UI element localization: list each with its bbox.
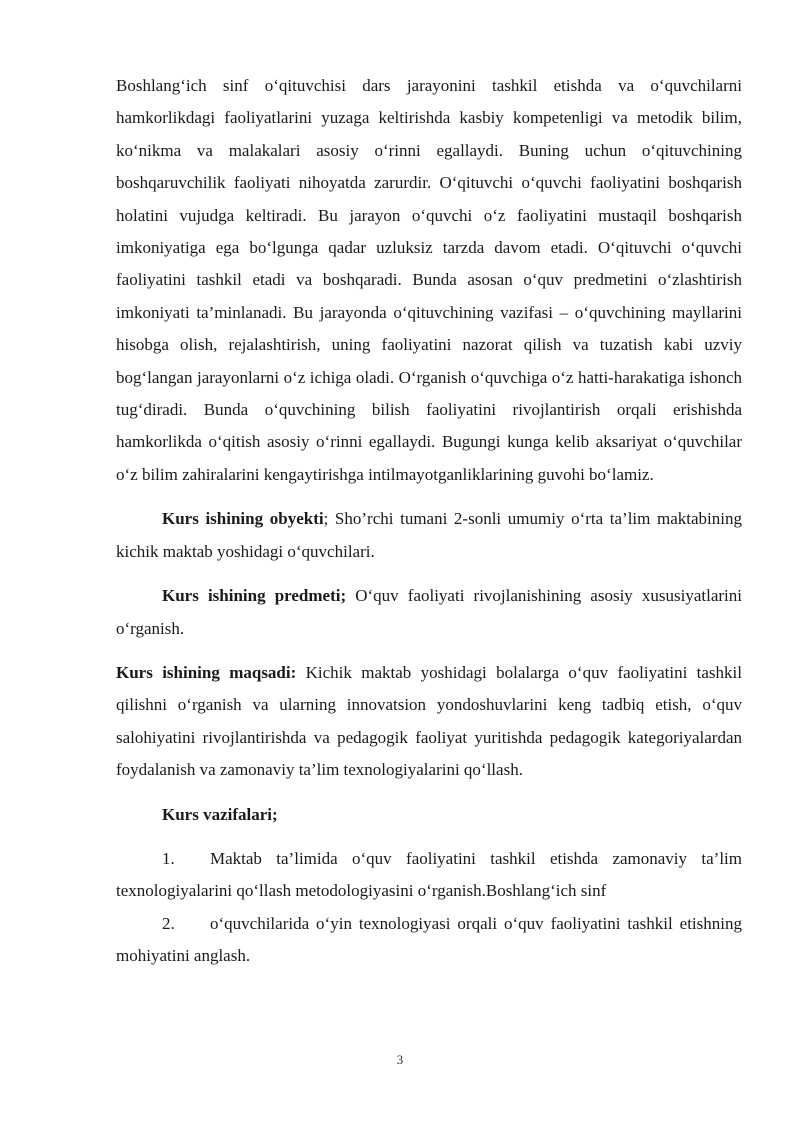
intro-paragraph: Boshlang‘ich sinf o‘qituvchisi dars jarayonini tashkil etishda va o‘quvchilarni hamkorlikdagi faoliyatlarini yuzaga keltirishda kasbiy kompetenligi va metodik bilim, ko‘nikma va malakalari asosiy o‘rinni egallaydi. Buning uchun o‘qituvchining boshqaruvchilik faoliyati nihoyatda zarurdir. O‘qituvchi o‘quvchi faoliyatini boshqarish holatini vujudga keltiradi. Bu jarayon o‘quvchi o‘z faoliyatini mustaqil boshqarish imkoniyatiga ega bo‘lgunga qadar uzluksiz tarzda davom etadi. O‘qituvchi o‘quvchi faoliyatini tashkil etadi va boshqaradi. Bunda asosan o‘quv predmetini o‘zlashtirish imkoniyati ta’minlanadi. Bu jarayonda o‘qituvchining vazifasi – o‘quvchining mayllarini hisobga olish, rejalashtirish, uning faoliyatini nazorat qilish va tuzatish kabi uzviy bog‘langan jarayonlarni o‘z ichiga oladi. O‘rganish o‘quvchiga o‘z hatti-harakatiga ishonch tug‘diradi. Bunda o‘quvchining bilish faoliyatini rivojlantirish orqali erishishda hamkorlikda o‘qitish asosiy o‘rinni egallaydi. Bugungi kunga kelib aksariyat o‘quvchilar o‘z bilim zahiralarini kengaytirishga intilmayotganliklarining guvohi bo‘lamiz. — [116, 76, 742, 484]
tasks-heading: Kurs vazifalari; — [162, 804, 278, 824]
goal-label: Kurs ishining maqsadi: — [116, 662, 297, 682]
page-number: 3 — [396, 1052, 404, 1067]
task-text: o‘quvchilarida o‘yin texnologiyasi orqali o‘quv faoliyatini tashkil etishning mohiyatini anglash. — [116, 913, 742, 966]
object-label: Kurs ishining obyekti — [162, 509, 324, 529]
object-paragraph — [116, 503, 742, 568]
subject-text: O‘quv faoliyati rivojlanishining asosiy xususiyatlarini o‘rganish. — [116, 586, 742, 638]
object-text: ; Sho’rchi tumani 2-sonli umumiy o‘rta ta’lim maktabining kichik maktab yoshidagi o‘quvchilari. — [116, 509, 742, 561]
goal-text: Kichik maktab yoshidagi bolalarga o‘quv faoliyatini tashkil qilishni o‘rganish va ularning innovatsion yondoshuvlarini keng tadbiq etish, o‘quv salohiyatini rivojlantirishda va pedagogik faoliyat yuritishda pedagogik kategoriyalardan foydalanish va zamonaviy ta’lim texnologiyalarini qo‘llash. — [116, 662, 742, 780]
subject-label: Kurs ishining predmeti; — [162, 586, 347, 606]
task-item-1 — [116, 843, 742, 908]
goal-paragraph — [116, 657, 742, 787]
document-body — [116, 70, 742, 973]
subject-paragraph — [116, 580, 742, 645]
task-text: Maktab ta’limida o‘quv faoliyatini tashkil etishda zamonaviy ta’lim texnologiyalarini qo‘llash metodologiyasini o‘rganish.Boshlang‘ich sinf — [116, 848, 742, 901]
task-item-2 — [116, 908, 742, 973]
task-number: 1. — [162, 848, 175, 868]
task-number: 2. — [162, 913, 175, 933]
